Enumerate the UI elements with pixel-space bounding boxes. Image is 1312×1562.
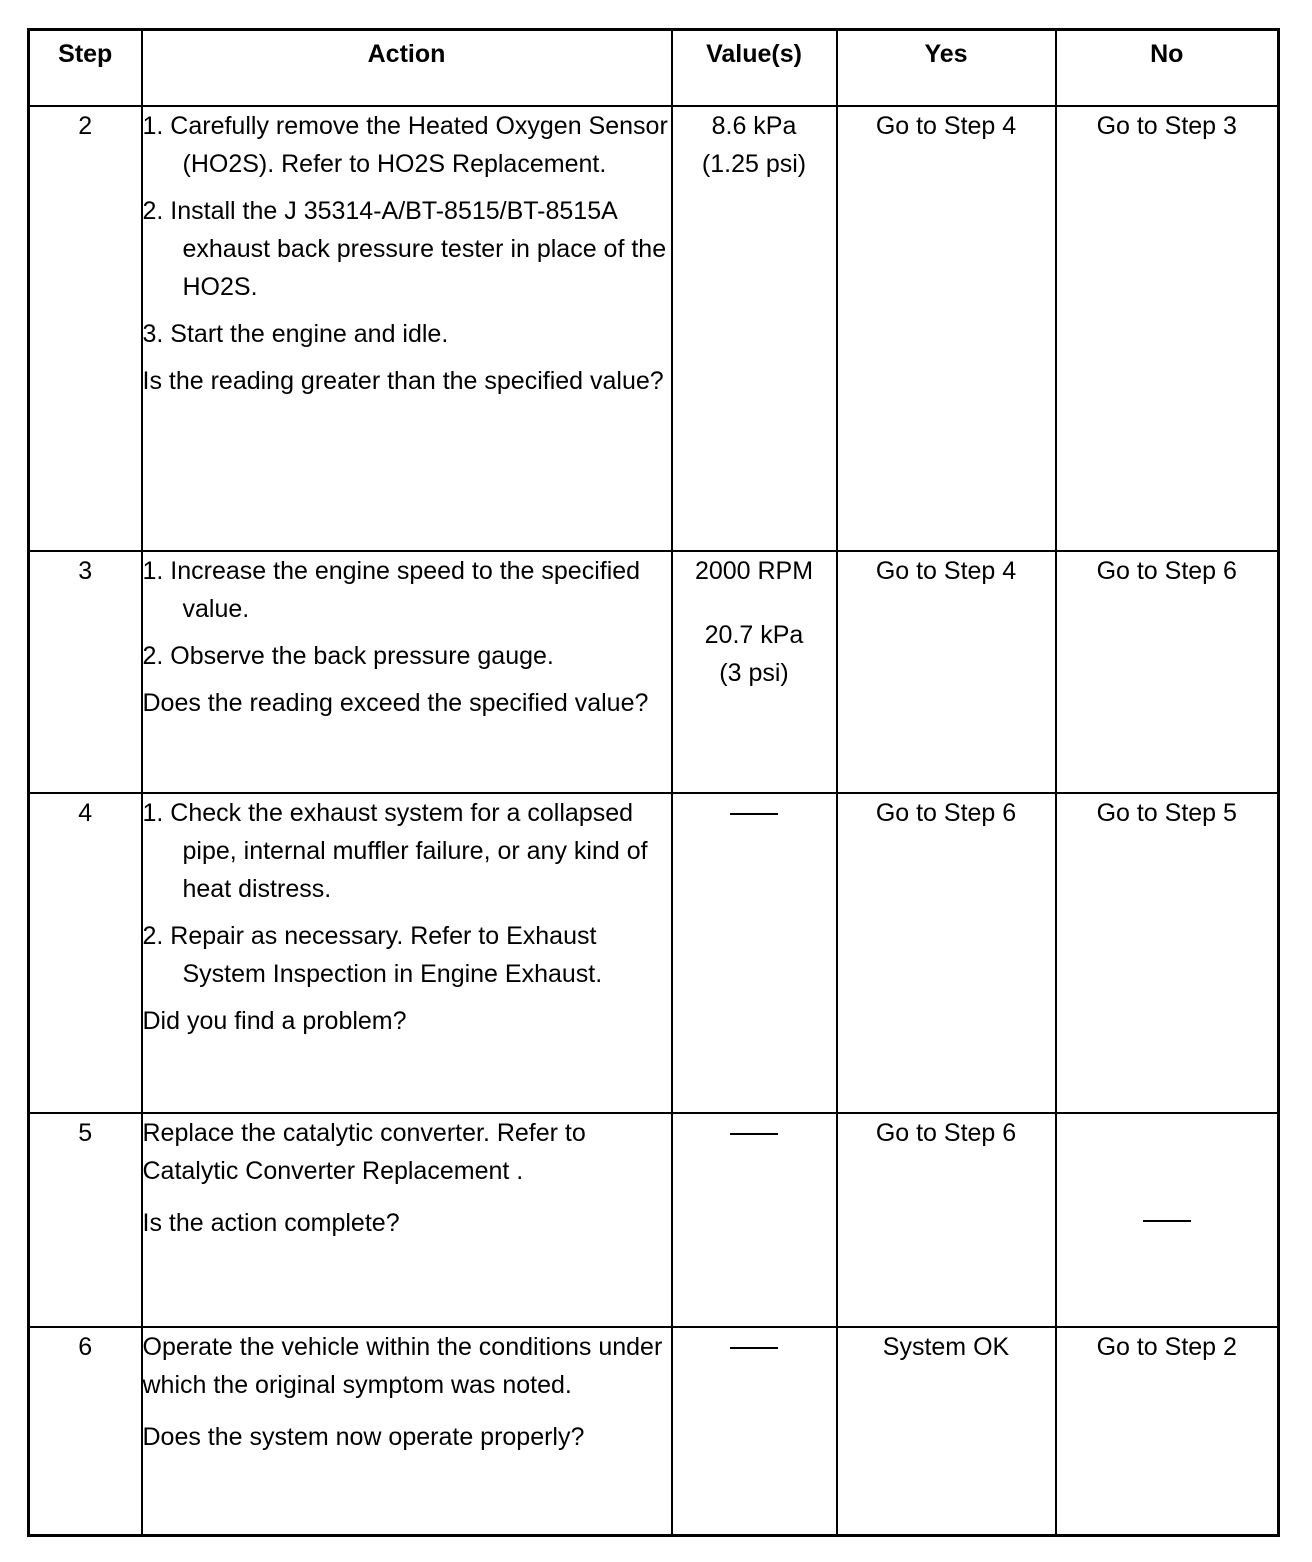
table-row [29,106,1279,551]
action-question: Is the action complete? [142,1209,400,1237]
value-line: 2000 RPM [694,557,814,585]
header-yes: Yes [837,30,1056,107]
action-question: Is the reading greater than the specified value? [142,367,664,395]
not-applicable-dash [730,1133,778,1135]
no-cell [1056,1113,1279,1327]
value-cell [672,1327,837,1536]
yes-cell: System OK [837,1327,1056,1536]
action-item: 1. Check the exhaust system for a collapsed pipe, internal muffler failure, or any kind of heat distress. [142,799,648,903]
value-line: (1.25 psi) [701,150,807,178]
action-cell [142,1113,672,1327]
action-cell [142,1327,672,1536]
no-cell: Go to Step 2 [1056,1327,1279,1536]
action-cell [142,551,672,793]
step-number: 6 [29,1327,142,1536]
yes-cell: Go to Step 4 [837,106,1056,551]
step-number: 2 [29,106,142,551]
table-row [29,1113,1279,1327]
action-item: 3. Start the engine and idle. [142,320,449,348]
header-no: No [1056,30,1279,107]
step-number: 5 [29,1113,142,1327]
table-row [29,1327,1279,1536]
value-cell [672,106,837,551]
not-applicable-dash [730,813,778,815]
table-row [29,793,1279,1113]
header-values: Value(s) [672,30,837,107]
action-cell [142,793,672,1113]
value-line: 20.7 kPa [704,621,804,649]
diagnostic-table [27,28,1280,1537]
step-number: 4 [29,793,142,1113]
not-applicable-dash [1143,1220,1191,1222]
value-line: (3 psi) [719,659,789,687]
yes-cell: Go to Step 6 [837,1113,1056,1327]
value-cell [672,1113,837,1327]
value-cell [672,551,837,793]
action-item: 2. Observe the back pressure gauge. [142,642,554,670]
yes-cell: Go to Step 4 [837,551,1056,793]
step-number: 3 [29,551,142,793]
value-line: 8.6 kPa [711,112,797,140]
value-spacer [673,590,836,616]
header-step: Step [29,30,142,107]
action-item: 1. Increase the engine speed to the specified value. [142,557,641,623]
value-cell [672,793,837,1113]
action-cell [142,106,672,551]
header-row [29,30,1279,107]
action-question: Does the reading exceed the specified value? [142,689,649,717]
not-applicable-dash [730,1347,778,1349]
table-row [29,551,1279,793]
action-item: 2. Install the J 35314-A/BT-8515/BT-8515A exhaust back pressure tester in place of the HO2S. [142,197,667,301]
yes-cell: Go to Step 6 [837,793,1056,1113]
action-question: Does the system now operate properly? [142,1423,585,1451]
action-item: 1. Carefully remove the Heated Oxygen Sensor (HO2S). Refer to HO2S Replacement. [142,112,668,178]
action-text: Operate the vehicle within the conditions under which the original symptom was noted. [142,1333,663,1399]
action-item: 2. Repair as necessary. Refer to Exhaust System Inspection in Engine Exhaust. [142,922,603,988]
action-question: Did you find a problem? [142,1007,407,1035]
no-cell: Go to Step 5 [1056,793,1279,1113]
no-cell: Go to Step 6 [1056,551,1279,793]
action-text: Replace the catalytic converter. Refer to Catalytic Converter Replacement . [142,1119,586,1185]
header-action: Action [142,30,672,107]
no-cell: Go to Step 3 [1056,106,1279,551]
